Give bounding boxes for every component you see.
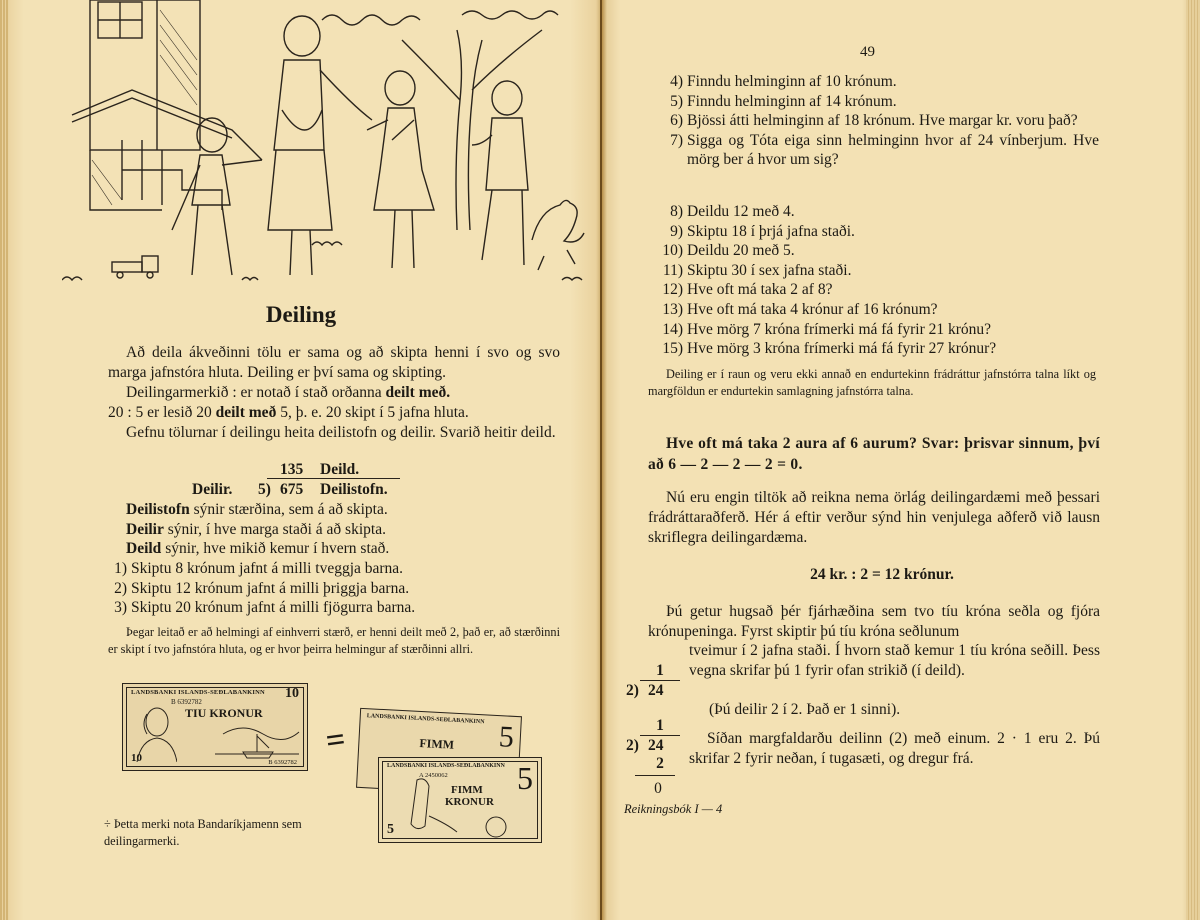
definition-row [126,500,566,520]
banknote-numeral: 5 [498,720,515,754]
definition-row [126,539,566,559]
banknote-serial: A 2450062 [419,772,448,779]
exercise-item [655,241,1115,261]
banknote-numeral-corner: 10 [131,752,142,764]
exercise-text: Skiptu 8 krónum jafnt á milli tveggja barna. [131,560,404,577]
step2-dividend: 24 [648,737,664,754]
worked-question: Hve oft má taka 2 aura af 6 aurum? Svar: þrisvar sinnum, því að 6 — 2 — 2 — 2 = 0. [648,435,1100,473]
exercise-item [103,579,563,599]
equals-sign: = [323,720,348,761]
exercise-number: 15) [662,340,683,358]
exercise-text: Deildu 20 með 5. [687,242,795,260]
exercise-number: 10) [662,242,683,260]
exercise-text: Sigga og Tóta eiga sinn helminginn hvor af 24 vínberjum. Hve mörg ber á hvor um sig? [687,131,1099,169]
explanation-1: Þú getur hugsað þér fjárhæðina sem tvo tíu króna seðla og fjóra krónupeninga. Fyrst skiptir þú tíu króna seðlunum [648,603,1100,640]
page-footer: Reikningsbók I — 4 [624,802,723,816]
exercise-list-2 [659,72,1099,170]
exercise-text: Bjössi átti helminginn af 18 krónum. Hve margar kr. voru það? [687,112,1078,130]
exercise-item [655,280,1115,300]
example-read-text: 20 : 5 er lesið 20 [108,403,212,421]
step2-product: 2 [656,755,664,772]
intro-paragraph-2 [108,383,560,423]
coin-icon [483,814,509,840]
exercise-number: 1) [114,560,127,577]
step1-quotient: 1 [656,662,664,679]
page-number: 49 [860,44,875,60]
right-page [602,0,1200,920]
division-dividend-label: Deilistofn. [320,481,388,498]
definition-text: sýnir, hve mikið kemur í hvern stað. [161,540,390,558]
exercise-number: 8) [670,203,683,220]
exercise-text: Skiptu 20 krónum jafnt á milli fjögurra barna. [131,599,416,617]
definition-term: Deild [126,540,162,558]
division-quotient-label: Deild. [320,461,360,478]
explanation-3: (Þú deilir 2 í 2. Það er 1 sinni). [709,701,901,718]
footnote-text: Þetta merki nota Bandaríkjamenn sem deilingarmerki. [104,817,302,848]
exercise-list-3 [655,202,1115,359]
exercise-number: 2) [114,579,127,597]
page-edge [1186,0,1200,920]
exercise-number: 5) [670,92,683,110]
banknote-numeral-corner: 5 [387,822,394,837]
division-bar [267,478,400,479]
exercise-number: 13) [662,300,683,318]
ship-icon [213,724,303,764]
section-heading: Deiling [265,302,337,327]
exercise-number: 4) [670,73,683,90]
exercise-item [655,339,1115,359]
exercise-number: 3) [114,599,127,617]
division-divisor-label: Deilir. [192,481,233,498]
banknote-serial-bottom: B 6392782 [268,759,297,766]
step2-quotient: 1 [656,717,664,734]
exercise-item [655,222,1115,242]
exercise-text: Finndu helminginn af 14 krónum. [687,92,897,110]
banknote-bank-name: LANDSBANKI ISLANDS-SEÐLABANKINN [131,689,265,696]
exercise-text: Hve oft má taka 2 af 8? [687,281,833,299]
definition-row [126,520,566,540]
exercise-item [659,131,1099,170]
half-note: Þegar leitað er að helmingi af einhverri stærð, er henni deilt með 2, það er, að stærðinni er skipt í tvo jafnstóra hluta, og er hvor þeirra helmingur af stærðinni allri. [108,625,560,656]
step1-divisor: 2) [626,682,639,699]
subtraction-note: Deiling er í raun og veru ekki annað en endurtekinn frádráttur jafnstórra talna líkt og margföldun er endurtekin samlagning jafnstórra talna. [648,367,1096,398]
exercise-number: 9) [670,222,683,240]
banknote-value-line1: FIMM [451,784,483,796]
exercise-number: 6) [670,112,683,130]
exercise-text: Skiptu 18 í þrjá jafna staði. [687,222,855,240]
obelus-symbol: ÷ [104,817,111,831]
step2-remainder: 0 [654,780,662,797]
example-read-term: deilt með [215,403,277,421]
exercise-text: Skiptu 30 í sex jafna staði. [687,261,852,279]
banknote-bank-name: LANDSBANKI ISLANDS-SEÐLABANKINN [366,713,485,726]
exercise-item [103,559,563,579]
page-edge [0,0,8,920]
exercise-item [655,202,1115,222]
exercise-item [655,320,1115,340]
banknote-numeral: 5 [517,760,533,796]
portrait-icon [133,700,177,762]
definition-text: sýnir, í hve marga staði á að skipta. [163,520,386,538]
division-divisor: 5) [258,481,271,498]
exercise-item [103,598,563,618]
exercise-item [659,72,1099,92]
exercise-item [655,300,1115,320]
exercise-number: 12) [662,281,683,299]
exercise-text: Hve mörg 7 króna frímerki má fá fyrir 21 krónu? [687,320,992,338]
exercise-number: 14) [662,320,683,338]
banknote-value-line2: KRONUR [445,796,494,808]
exercise-item [659,111,1099,131]
family-sharing-illustration [62,0,602,292]
banknote-serial: B 6392782 [171,698,202,706]
exercise-text: Hve oft má taka 4 krónur af 16 krónum? [687,300,938,318]
intro-paragraph-3: Gefnu tölurnar í deilingu heita deilistofn og deilir. Svarið heitir deild. [126,424,556,441]
division-quotient: 135 [280,461,304,478]
exercise-text: Hve mörg 3 króna frímerki má fá fyrir 27 krónur? [687,340,997,358]
five-krona-banknote-front [378,757,542,843]
exercise-list-1 [103,559,563,618]
banknote-bank-name: LANDSBANKI ISLANDS-SEÐLABANKINN [387,763,505,769]
definitions [126,500,566,559]
banknote-value: FIMM [419,735,455,752]
division-dividend: 675 [280,481,304,498]
banknote-value: TIU KRONUR [185,706,263,720]
method-paragraph: Nú eru engin tiltök að reikna nema örlág deilingardæmi með þessari frádráttaraðferð. Hér á eftir verður sýnd hin venjulega aðferð við lausn skriflegra deilingardæma. [648,489,1100,546]
step2-subtract-bar [635,775,675,776]
exercise-text: Finndu helminginn af 10 krónum. [687,73,897,90]
definition-term: Deilir [126,520,164,538]
intro-paragraph-1: Að deila ákveðinni tölu er sama og að skipta henni í svo og svo marga jafnstóra hluta. Deiling er því sama og skipting. [108,344,560,381]
ten-krona-banknote [122,683,308,771]
exercise-number: 7) [670,131,683,149]
exercise-item [655,261,1115,281]
definition-text: sýnir stærðina, sem á að skipta. [189,501,388,518]
exercise-number: 11) [662,261,683,279]
exercise-text: Deildu 12 með 4. [687,203,795,220]
exercise-text: Skiptu 12 krónum jafnt á milli þriggja barna. [131,579,410,597]
division-sign-text: Deilingarmerkið : er notað í stað orðanna [126,384,382,401]
definition-term: Deilistofn [126,501,190,518]
exercise-item [659,92,1099,112]
example-heading: 24 kr. : 2 = 12 krónur. [810,566,954,583]
explanation-2: tveimur í 2 jafna staði. Í hvorn stað kemur 1 tíu króna seðill. Þess vegna skrifar þú 1 fyrir ofan strikið (í deild). [689,642,1100,679]
example-read-rest: 5, þ. e. 20 skipt í 5 jafna hluta. [280,403,469,421]
step1-dividend: 24 [648,682,664,699]
step2-divisor: 2) [626,737,639,754]
statue-icon [399,776,459,836]
explanation-4: Síðan margfaldarðu deilinn (2) með einum. 2 · 1 eru 2. Þú skrifar 2 fyrir neðan, í tugasæti, og dregur frá. [689,730,1100,767]
banknote-numeral: 10 [285,686,299,701]
division-sign-term: deilt með. [385,384,451,401]
footnote [104,816,354,849]
